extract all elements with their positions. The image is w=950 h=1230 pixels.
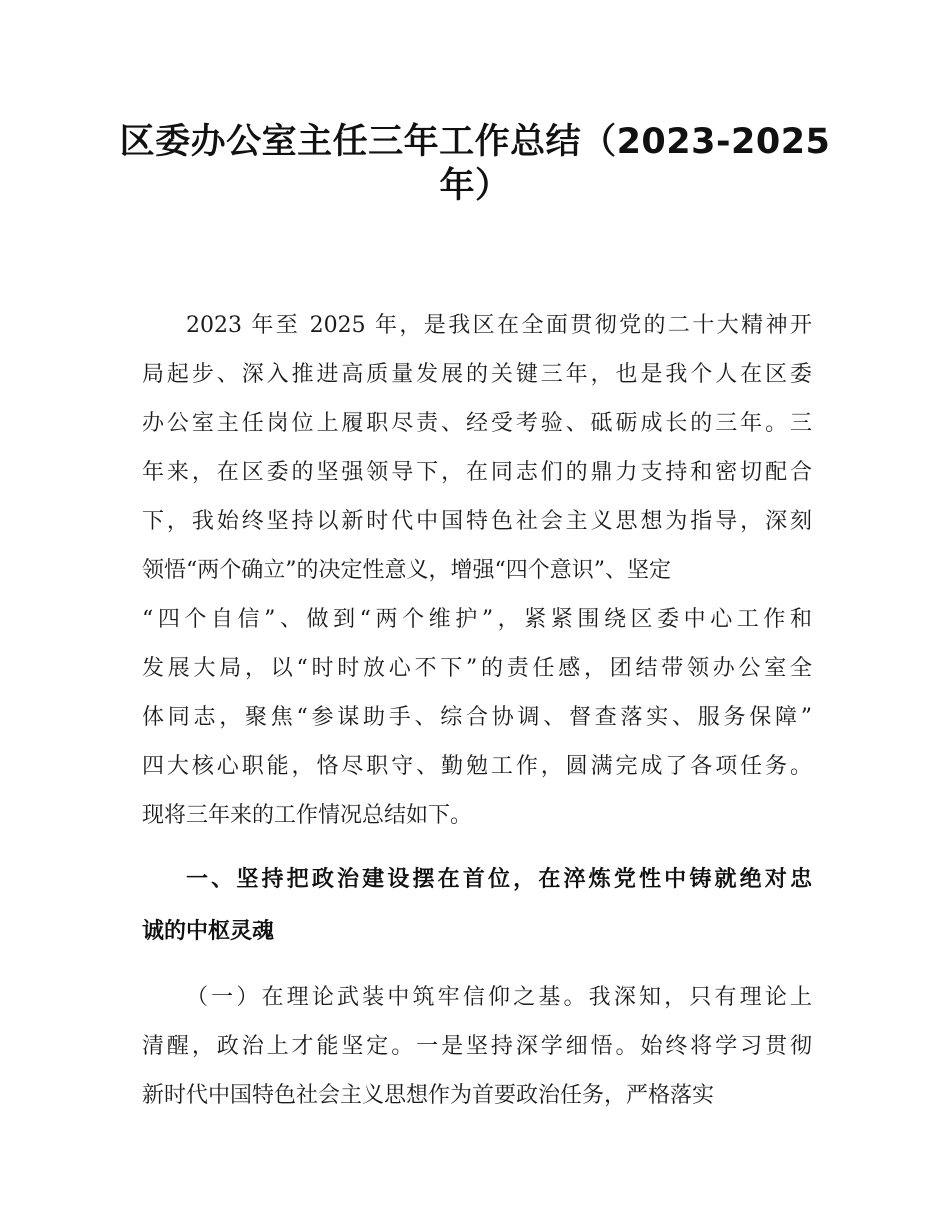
intro-paragraph-line: 发展大局，以“时时放心不下”的责任感，团结带领办公室全 <box>142 656 812 681</box>
section-heading-line: 诚的中枢灵魂 <box>142 919 275 944</box>
intro-paragraph-line: 领悟“两个确立”的决定性意义，增强“四个意识”、坚定 <box>142 558 671 583</box>
intro-paragraph-line: 2023 年至 2025 年，是我区在全面贯彻党的二十大精神开 <box>186 313 812 338</box>
document-title-line-2: 年） <box>439 166 511 206</box>
subsection-paragraph-line: （一）在理论武装中筑牢信仰之基。我深知，只有理论上 <box>186 985 812 1010</box>
subsection-paragraph-line: 新时代中国特色社会主义思想作为首要政治任务，严格落实 <box>142 1083 715 1108</box>
subsection-paragraph-line: 清醒，政治上才能坚定。一是坚持深学细悟。始终将学习贯彻 <box>142 1034 812 1059</box>
intro-paragraph-line: 四大核心职能，恪尽职守、勤勉工作，圆满完成了各项任务。 <box>142 754 812 779</box>
intro-paragraph-line: 办公室主任岗位上履职尽责、经受考验、砥砺成长的三年。三 <box>142 411 812 436</box>
intro-paragraph-line: 体同志，聚焦“参谋助手、综合协调、督查落实、服务保障” <box>142 705 812 730</box>
intro-paragraph-line: 年来，在区委的坚强领导下，在同志们的鼎力支持和密切配合 <box>142 460 812 485</box>
intro-paragraph-line: 现将三年来的工作情况总结如下。 <box>142 803 473 828</box>
document-title-line-1: 区委办公室主任三年工作总结（2023-2025 <box>119 122 831 162</box>
intro-paragraph-line: 局起步、深入推进高质量发展的关键三年，也是我个人在区委 <box>142 362 812 387</box>
intro-paragraph-line: “四个自信”、做到“两个维护”，紧紧围绕区委中心工作和 <box>142 607 812 632</box>
intro-paragraph-line: 下，我始终坚持以新时代中国特色社会主义思想为指导，深刻 <box>142 509 812 534</box>
section-heading-line: 一、坚持把政治建设摆在首位，在淬炼党性中铸就绝对忠 <box>186 867 812 892</box>
